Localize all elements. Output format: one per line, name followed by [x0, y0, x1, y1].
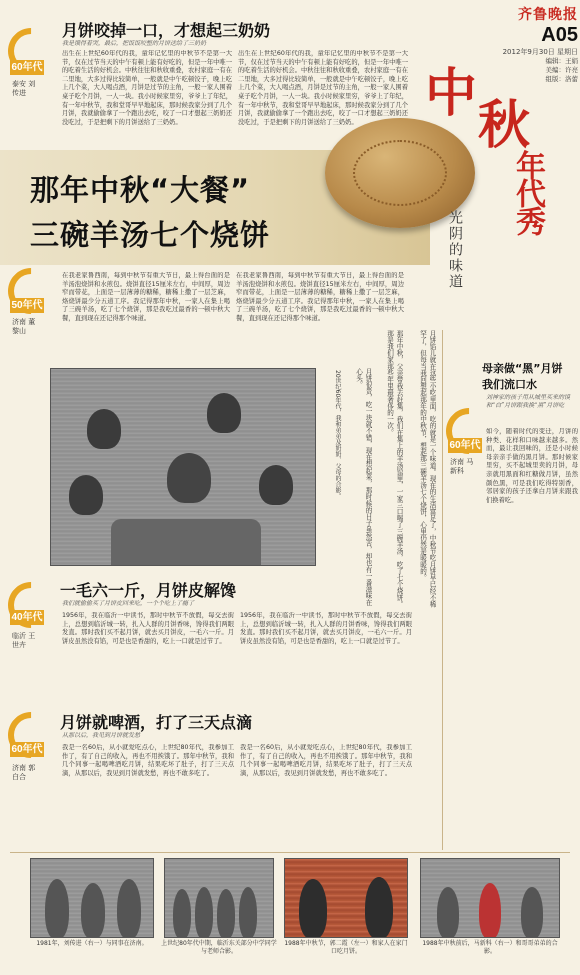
vertical-column: 月饼很贵，吃一块就不错，现在想起来，那时候的日子虽然苦，却也有一番滋味在心头。: [354, 368, 372, 606]
article-body-col1: 在我老家鲁西南，每到中秋节有重大节日，最上得台面的是羊汤泡烧饼和水煎包。烧饼直径15厘米左右，中间厚，周边窄而带花，上面是一层薄薄的糖稀，糖稀上撒了一层芝麻，烙烧饼最少分五道工序。我记得那年中秋，一家人在集上喝了三碗羊汤，吃了七个烧饼，那是我吃过最香的一顿中秋大餐，直到现在还记得那个味道。: [62, 272, 230, 322]
decade-arc: [0, 572, 64, 637]
decade-tab: 60年代: [449, 440, 481, 451]
right-article-body: 如今，随着时代的变迁，月饼的种类、花样和口味越来越多。然而，最让我回味的，还是小时候母亲亲手做的黑月饼。那时候家里穷，买不起城里卖的月饼，母亲就用黑面和红糖做月饼，虽然颜色黑，可是我们吃得特别香，邻居家的孩子还拿白月饼来跟我们换着吃。: [486, 428, 578, 504]
headline-line1: 那年中秋“大餐”: [30, 173, 251, 207]
right-article-subtitle: 刘神家的孩子用从城里买来的馍和“白”月饼跟我换“黑”月饼吃: [486, 394, 571, 409]
vertical-column: 那年中秋，父亲带我去赶集，我们在集上的羊汤馆里，一家三口喝了三碗羊汤，吃了七个烧饼。那是我们家那些年里最奢侈的一次。: [385, 330, 403, 608]
article-body-col2: 我是一名60后，从小就爱吃点心，上世纪80年代，我参加工作了，有了自己的收入，再也不用挨饿了。那年中秋节，我和几个同事一起喝啤酒吃月饼，结果吃坏了肚子，打了三天点滴，从那以后，我见到月饼就发愁，再也不敢多吃了。: [240, 744, 412, 777]
masthead: [470, 4, 578, 84]
article-subtitle: 我是饿得着哭，最后，把饭饭咬整的月饼送给了三奶奶: [62, 40, 207, 47]
family-photo: [50, 368, 316, 566]
staff-layout: 组版：洛蕾: [545, 75, 578, 83]
article-subtitle: 我们就偷偷买了月饼皮回来吃，一个个吃上了瘾了: [62, 600, 195, 607]
article-title[interactable]: 月饼咬掉一口，才想起三奶奶: [62, 21, 271, 40]
staff-designer: 美编：许亮: [545, 66, 578, 74]
bottom-photo-2: [164, 858, 274, 938]
staff-editor: 编辑：王娟: [545, 57, 578, 65]
decade-tab: 50年代: [11, 300, 43, 311]
issue-date: 2012年9月30日 星期日: [502, 48, 578, 56]
decade-arc: [0, 258, 64, 323]
article-body-col2: 1956年，我在临沂一中读书，那时中秋节不放假，每交去街上，总想到临沂城一转，扎入人群的月饼香味，馋得我们两眼发直。那时我们买不起月饼，就去买月饼皮，一毛六一斤。月饼皮虽然没有馅，可是也是香甜的，吃上一口就是过节了。: [240, 612, 412, 645]
decade-tab: 60年代: [11, 62, 43, 73]
photo-caption: 1981年，刘传进（右一）与同事在济南。: [36, 940, 148, 947]
right-article-title[interactable]: 母亲做“黑”月饼 我们流口水: [482, 362, 563, 391]
bottom-photo-3: [284, 858, 408, 938]
column-divider: [442, 330, 443, 850]
calligraphy-niandai: 年代秀: [510, 150, 545, 234]
photo-caption: 1988年中秋前后，马新科（右一）和哥哥弟弟的合影。: [422, 940, 558, 955]
author-location: 济南 郭白合: [12, 764, 36, 781]
bottom-photo-1: [30, 858, 154, 938]
decade-tab: 40年代: [11, 612, 43, 623]
article-subtitle: 从那以后，我见到月饼就发愁: [62, 732, 141, 739]
article-body-col1: 1956年，我在临沂一中读书，那时中秋节不放假，每交去街上，总想到临沂城一转，扎入人群的月饼香味，馋得我们两眼发直。那时我们买不起月饼，就去买月饼皮，一毛六一斤。月饼皮虽然没有馅，可是也是香甜的，吃上一口就是过节了。: [62, 612, 234, 645]
calligraphy-qiu: 秋: [478, 95, 531, 156]
vertical-column: 月饼馅儿就在这些小吃里面，吃的就是一个味道。现在的生活富足了，中秋节吃月饼早已经不稀罕了，但每当我回想起那年的中秋节，想起那三碗羊汤七个烧饼，心里仍然是暖暖的。: [418, 330, 436, 608]
author-location: 济南 马新科: [450, 458, 474, 475]
article-body-col2: 出生在上世纪60年代的我，童年记忆里的中秋节不是第一大节，仅在过节当天的中午有顿上能有好吃的，但是一年中唯一的吃着生活的好机会。中秋往往和秋收重叠，农村家庭一有在二里地，大多过得比较简单，一般就是中午吃顿饺子，晚上吃上几个菜，大人喝点酒，月饼是过节的主角，一般一家人围着桌子吃个月饼，一人一块。我小时候家里穷，爷爷上了年纪，有一年中秋节，我和堂哥早早地起床，那时候我家分到了几个月饼，我就偷偷拿了一个跑出去吃，咬了一口才想起三奶奶还没吃过，于是把剩下的月饼送给了三奶奶。: [238, 50, 408, 126]
author-location: 临沂 王世卉: [12, 632, 36, 649]
photo-strip-divider: [10, 852, 570, 853]
subtitle-vertical: 光阴的味道: [447, 210, 463, 290]
bottom-photo-4: [420, 858, 560, 938]
decade-arc: [0, 702, 64, 767]
photo-caption-vertical: 20世纪60年代，我和弟弟及奶奶、父母的合影。: [334, 370, 341, 500]
article-body-col1: 出生在上世纪60年代的我，童年记忆里的中秋节不是第一大节，仅在过节当天的中午有顿上能有好吃的，但是一年中唯一的吃着生活的好机会。中秋往往和秋收重叠，农村家庭一有在二里地，大多过得比较简单，一般就是中午吃顿饺子，晚上吃上几个菜，大人喝点酒，月饼是过节的主角，一般一家人围着桌子吃个月饼，一人一块。我小时候家里穷，爷爷上了年纪，有一年中秋节，我和堂哥早早地起床，那时候我家分到了几个月饼，我就偷偷拿了一个跑出去吃，咬了一口才想起三奶奶还没吃过，于是把剩下的月饼送给了三奶奶。: [62, 50, 232, 126]
article-title[interactable]: 月饼就啤酒，打了三天点滴: [60, 713, 253, 732]
page-number: A05: [541, 24, 578, 46]
author-location: 济南 董黎山: [12, 318, 36, 335]
calligraphy-zhong: 中: [425, 63, 478, 124]
author-location: 泰安 刘传进: [12, 80, 36, 97]
article-body-col1: 我是一名60后，从小就爱吃点心，上世纪80年代，我参加工作了，有了自己的收入，再也不用挨饿了。那年中秋节，我和几个同事一起喝啤酒吃月饼，结果吃坏了肚子，打了三天点滴，从那以后，我见到月饼就发愁，再也不敢多吃了。: [62, 744, 234, 777]
photo-caption: 1988年中秋节，郭二霞（左一）和家人在家门口吃月饼。: [284, 940, 408, 955]
article-title[interactable]: 一毛六一斤，月饼皮解馋: [60, 581, 237, 600]
headline-line2: 三碗羊汤七个烧饼: [30, 218, 271, 252]
paper-name: 齐鲁晚报: [518, 7, 578, 23]
photo-caption: 上世纪80年代中期，临沂东关部分中学同学与老师合影。: [161, 940, 277, 955]
article-body-col2: 在我老家鲁西南，每到中秋节有重大节日，最上得台面的是羊汤泡烧饼和水煎包。烧饼直径15厘米左右，中间厚，周边窄而带花，上面是一层薄薄的糖稀，糖稀上撒了一层芝麻，烙烧饼最少分五道工序。我记得那年中秋，一家人在集上喝了三碗羊汤，吃了七个烧饼，那是我吃过最香的一顿中秋大餐，直到现在还记得那个味道。: [236, 272, 404, 322]
decade-tab: 60年代: [11, 744, 43, 755]
